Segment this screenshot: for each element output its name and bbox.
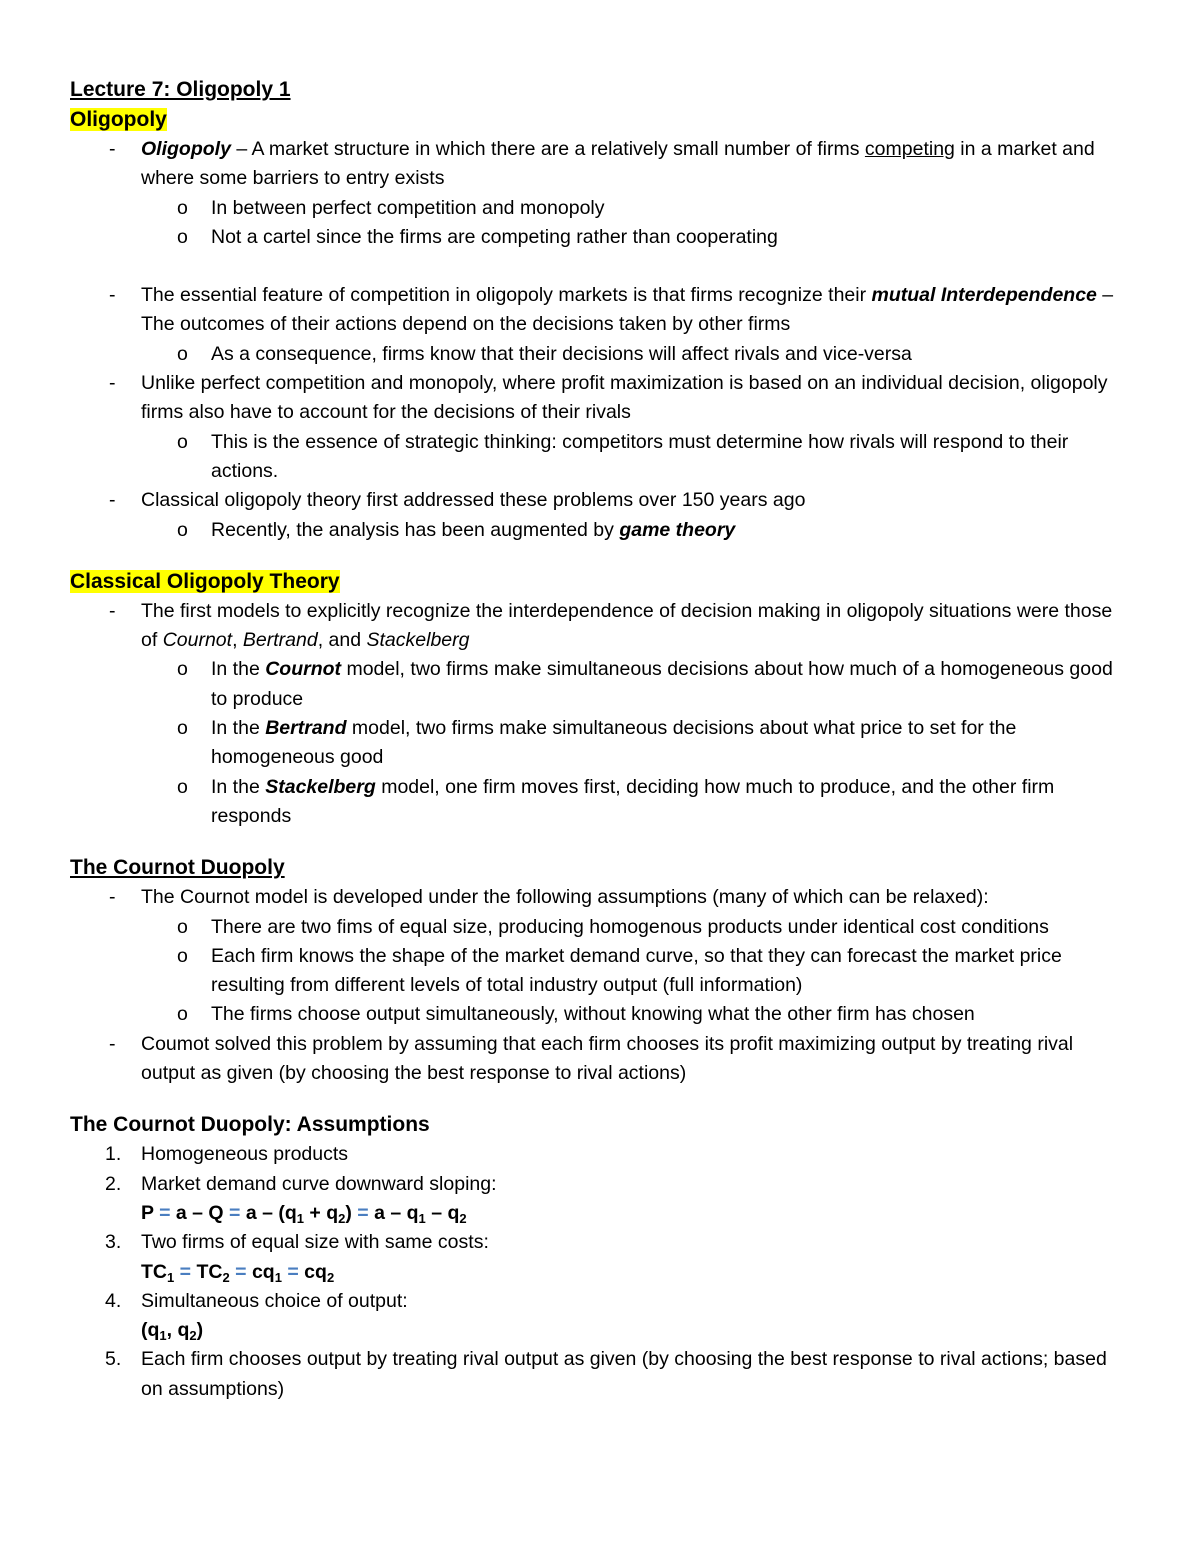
text-run: In the bbox=[211, 658, 266, 681]
bullet-classical-theory: - Classical oligopoly theory first addressed these problems over 150 years ago bbox=[70, 486, 1130, 515]
eq-part: a – Q bbox=[175, 1201, 224, 1224]
equation-costs bbox=[141, 1258, 1130, 1287]
sub-bullet-cournot bbox=[70, 655, 1130, 714]
term-cournot: Cournot bbox=[265, 658, 342, 681]
bullet-mutual-interdependence bbox=[70, 281, 1130, 340]
name-cournot: Cournot bbox=[162, 629, 233, 652]
eq-part: TC bbox=[196, 1260, 223, 1283]
eq-equals: = bbox=[229, 1260, 252, 1283]
eq-sub: 1 bbox=[274, 1269, 282, 1285]
text-run: model, two firms make simultaneous decisions about how much of a homogeneous good to produce bbox=[211, 658, 1113, 710]
spacer bbox=[70, 831, 1130, 853]
eq-part: (q bbox=[141, 1319, 160, 1342]
section-heading-classical bbox=[70, 567, 1130, 597]
text-run: , and bbox=[317, 629, 367, 652]
numbered-item bbox=[70, 1287, 1130, 1346]
item-text: Each firm chooses output by treating rival output as given (by choosing the best response to rival actions; based on assumptions) bbox=[141, 1348, 1107, 1400]
name-stackelberg: Stackelberg bbox=[366, 629, 470, 652]
term-stackelberg: Stackelberg bbox=[265, 775, 376, 798]
sub-bullet: o As a consequence, firms know that their decisions will affect rivals and vice-versa bbox=[70, 340, 1130, 369]
term-game-theory: game theory bbox=[619, 518, 736, 541]
text-run: in a market and where some barriers to entry exists bbox=[141, 138, 1095, 190]
sub-bullet: o The firms choose output simultaneously, without knowing what the other firm has chosen bbox=[70, 1000, 1130, 1029]
sub-bullet-stackelberg bbox=[70, 773, 1130, 832]
text-run: Recently, the analysis has been augmented by bbox=[211, 518, 620, 541]
eq-part: ) bbox=[345, 1201, 352, 1224]
section-heading-oligopoly bbox=[70, 105, 1130, 135]
eq-sub: 1 bbox=[296, 1210, 304, 1226]
eq-part: P bbox=[141, 1201, 154, 1224]
section-heading-cournot-duopoly: The Cournot Duopoly bbox=[70, 856, 285, 880]
underlined-word: competing bbox=[864, 138, 955, 160]
eq-sub: 2 bbox=[338, 1210, 346, 1226]
sub-bullet: o There are two fims of equal size, producing homogenous products under identical cost conditions bbox=[70, 913, 1130, 942]
eq-equals: = bbox=[351, 1201, 375, 1224]
assumptions-list bbox=[70, 1140, 1130, 1404]
eq-part: a – q bbox=[374, 1201, 419, 1224]
eq-sub: 2 bbox=[222, 1269, 230, 1285]
text-run: In the bbox=[211, 717, 266, 740]
eq-part: + q bbox=[304, 1201, 339, 1224]
oligopoly-list bbox=[70, 135, 1130, 252]
bullet-first-models bbox=[70, 597, 1130, 656]
item-number: 5. bbox=[105, 1348, 122, 1371]
spacer bbox=[70, 545, 1130, 567]
equation-demand bbox=[141, 1199, 1130, 1228]
eq-equals: = bbox=[153, 1201, 176, 1224]
equation-outputs bbox=[141, 1316, 1130, 1345]
highlighted-heading-text: Classical Oligopoly Theory bbox=[70, 569, 340, 593]
eq-part: cq bbox=[304, 1260, 327, 1283]
eq-sub: 2 bbox=[459, 1210, 467, 1226]
name-bertrand: Bertrand bbox=[242, 629, 318, 652]
text-run: The first models to explicitly recognize the interdependence of decision making in oligopoly situations were those of bbox=[141, 599, 1113, 652]
sub-bullet: o In between perfect competition and monopoly bbox=[70, 194, 1130, 223]
bullet-oligopoly-definition bbox=[70, 135, 1130, 194]
text-run: model, one firm moves first, deciding how much to produce, and the other firm responds bbox=[211, 775, 1055, 827]
item-number: 4. bbox=[105, 1289, 122, 1312]
numbered-item bbox=[70, 1345, 1130, 1404]
term-mutual-interdependence: mutual Interdependence bbox=[871, 284, 1097, 307]
sub-bullet-bertrand bbox=[70, 714, 1130, 773]
page-title: Lecture 7: Oligopoly 1 bbox=[70, 78, 291, 101]
sub-bullet: o This is the essence of strategic thinking: competitors must determine how rivals will respond to their actions. bbox=[70, 428, 1130, 487]
section-heading-assumptions: The Cournot Duopoly: Assumptions bbox=[70, 1113, 430, 1137]
eq-part: – q bbox=[425, 1201, 460, 1224]
oligopoly-list-2 bbox=[70, 281, 1130, 545]
highlighted-heading-text: Oligopoly bbox=[70, 108, 167, 131]
eq-equals: = bbox=[223, 1201, 246, 1224]
bullet-cournot-solution: - Coumot solved this problem by assuming that each firm chooses its profit maximizing output by treating rival output as given (by choosing the best response to rival actions) bbox=[70, 1030, 1130, 1089]
item-text: Two firms of equal size with same costs: bbox=[141, 1231, 489, 1254]
eq-part: TC bbox=[141, 1260, 167, 1283]
eq-sub: 1 bbox=[418, 1210, 426, 1226]
item-text: Homogeneous products bbox=[141, 1143, 349, 1166]
eq-part: cq bbox=[251, 1260, 275, 1283]
classical-list bbox=[70, 597, 1130, 831]
bullet-cournot-assumptions: - The Cournot model is developed under the following assumptions (many of which can be relaxed): bbox=[70, 883, 1130, 912]
eq-sub: 2 bbox=[189, 1328, 197, 1344]
eq-sub: 2 bbox=[326, 1269, 335, 1285]
item-text: Market demand curve downward sloping: bbox=[141, 1172, 497, 1195]
item-number: 2. bbox=[105, 1172, 122, 1195]
text-run: – The outcomes of their actions depend on the decisions taken by other firms bbox=[141, 284, 1114, 336]
eq-equals: = bbox=[174, 1260, 197, 1283]
text-run: The essential feature of competition in oligopoly markets is that firms recognize their bbox=[141, 284, 872, 307]
eq-equals: = bbox=[281, 1260, 305, 1283]
text-run: model, two firms make simultaneous decisions about what price to set for the homogeneous good bbox=[211, 717, 1017, 769]
eq-part: , q bbox=[166, 1319, 190, 1342]
text-run: In the bbox=[211, 775, 266, 798]
sub-bullet: o Not a cartel since the firms are competing rather than cooperating bbox=[70, 223, 1130, 252]
document-page bbox=[70, 75, 1130, 1404]
sub-bullet-game-theory bbox=[70, 516, 1130, 545]
text-run: , bbox=[232, 629, 243, 652]
item-text: Simultaneous choice of output: bbox=[141, 1289, 408, 1312]
eq-part: ) bbox=[196, 1319, 204, 1342]
spacer bbox=[70, 252, 1130, 281]
term-bertrand: Bertrand bbox=[265, 717, 347, 740]
numbered-item bbox=[70, 1228, 1130, 1287]
item-number: 1. bbox=[105, 1143, 122, 1166]
text-run: – A market structure in which there are a relatively small number of firms bbox=[230, 138, 865, 160]
term-oligopoly: Oligopoly bbox=[141, 138, 231, 160]
item-number: 3. bbox=[105, 1231, 122, 1254]
bullet-unlike-perfect-competition: - Unlike perfect competition and monopoly, where profit maximization is based on an individual decision, oligopoly firms also have to account for the decisions of their rivals bbox=[70, 369, 1130, 428]
eq-sub: 1 bbox=[167, 1269, 175, 1285]
eq-sub: 1 bbox=[159, 1328, 167, 1344]
numbered-item bbox=[70, 1170, 1130, 1229]
cournot-list bbox=[70, 883, 1130, 1088]
eq-part: a – (q bbox=[245, 1201, 297, 1224]
numbered-item bbox=[70, 1140, 1130, 1169]
spacer bbox=[70, 1088, 1130, 1110]
sub-bullet: o Each firm knows the shape of the market demand curve, so that they can forecast the market price resulting from different levels of total industry output (full information) bbox=[70, 942, 1130, 1001]
